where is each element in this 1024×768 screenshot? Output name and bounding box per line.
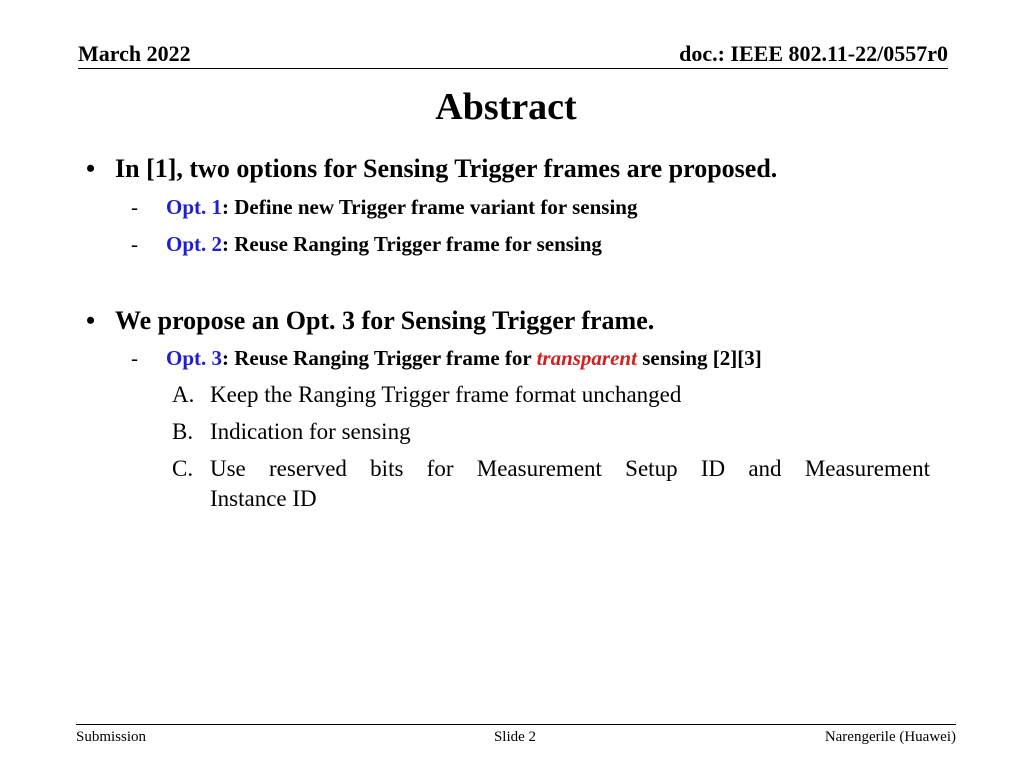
item-a-text: Keep the Ranging Trigger frame format unchanged [210, 382, 682, 407]
header-divider [78, 68, 948, 69]
bullet-marker: • [86, 154, 96, 183]
option-3-line [166, 346, 762, 371]
dash-marker: - [131, 195, 138, 219]
option-1-line [166, 195, 637, 220]
option-3-desc-post: sensing [2][3] [636, 346, 762, 370]
option-3-label: Opt. 3 [166, 346, 223, 370]
option-2-label: Opt. 2 [166, 232, 223, 256]
footer-divider [76, 724, 956, 725]
bullet-2-text: We propose an Opt. 3 for Sensing Trigger frame. [115, 306, 655, 335]
option-3-desc-pre: : Reuse Ranging Trigger frame for [222, 346, 537, 370]
option-1-label: Opt. 1 [166, 195, 223, 219]
option-1-desc: : Define new Trigger frame variant for sensing [222, 195, 638, 219]
header-date: March 2022 [78, 41, 191, 66]
option-2-desc: : Reuse Ranging Trigger frame for sensing [222, 232, 602, 256]
item-a-label: A. [172, 382, 195, 407]
item-c-text-continued: Instance ID [210, 486, 317, 511]
bullet-1-text: In [1], two options for Sensing Trigger frames are proposed. [115, 154, 778, 183]
header-doc-id: doc.: IEEE 802.11-22/0557r0 [679, 41, 948, 66]
footer-author: Narengerile (Huawei) [824, 729, 956, 745]
item-b-text: Indication for sensing [210, 419, 411, 444]
item-c-text: Use reserved bits for Measurement Setup ID and Measurement [210, 456, 930, 481]
footer-submission: Submission [76, 729, 147, 745]
dash-marker: - [131, 346, 138, 370]
footer-slide-number: Slide 2 [493, 729, 537, 745]
option-2-line [166, 232, 602, 257]
dash-marker: - [131, 232, 138, 256]
item-c-label: C. [172, 456, 194, 481]
option-3-highlight: transparent [536, 346, 637, 370]
bullet-marker: • [86, 306, 96, 335]
item-b-label: B. [172, 419, 194, 444]
slide-title: Abstract [435, 86, 577, 128]
